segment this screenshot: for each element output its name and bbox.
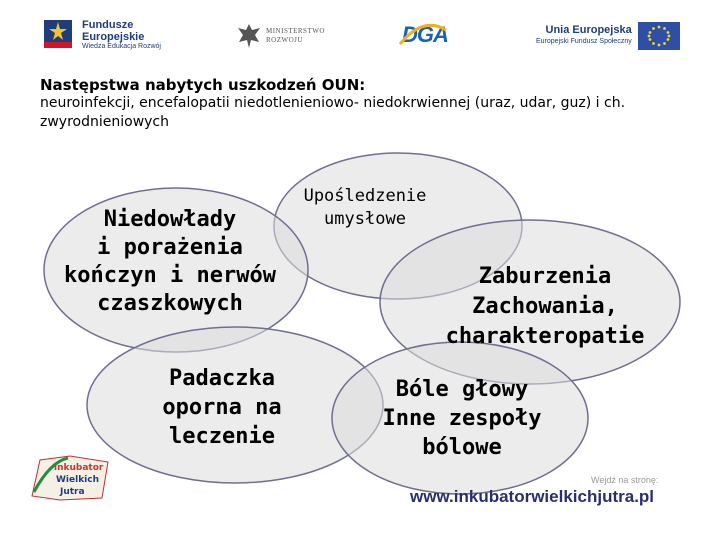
- slide-title: Następstwa nabytych uszkodzeń OUN:: [40, 76, 366, 94]
- fe-title-1: Fundusze: [82, 18, 134, 31]
- label-line: umysłowe: [324, 209, 406, 229]
- label-line: Zachowania,: [472, 294, 618, 319]
- slide-subtitle: neuroinfekcji, encefalopatii niedotlenieniowo- niedokrwiennej (uraz, udar, guz) i ch. zwyrodnieniowych: [40, 95, 626, 130]
- footer-visit-label: Wejdź na stronę:: [591, 475, 659, 485]
- label-line: kończyn i nerwów: [64, 263, 276, 288]
- label-line: Zaburzenia: [478, 264, 612, 289]
- label-zaburzenia: [425, 262, 665, 352]
- inkubator-logo: [30, 452, 112, 502]
- fe-title-2: Europejskie: [82, 30, 145, 43]
- label-upośledzenie: [290, 185, 440, 231]
- footer-url-link[interactable]: www.inkubatorwielkichjutra.pl: [410, 487, 655, 506]
- label-padaczka: [134, 364, 310, 451]
- label-line: charakteropatie: [445, 324, 645, 349]
- label-line: Upośledzenie: [303, 186, 427, 206]
- ue-subtitle: Europejski Fundusz Społeczny: [536, 38, 632, 45]
- label-line: czaszkowych: [97, 291, 243, 316]
- label-line: leczenie: [169, 424, 275, 449]
- label-line: Inne zespoły: [382, 406, 542, 431]
- label-line: oporna na: [162, 395, 282, 420]
- label-line: bólowe: [422, 435, 502, 460]
- label-bole: [350, 375, 574, 462]
- fe-subtitle: Wiedza Edukacja Rozwój: [82, 42, 161, 50]
- ministry-line-1: MINISTERSTWO: [266, 27, 325, 35]
- inkubator-logo-text-2: Wielkich: [56, 475, 100, 485]
- label-line: Padaczka: [169, 366, 275, 391]
- inkubator-logo-text-1: inkubator: [54, 463, 104, 473]
- label-line: Niedowłady: [103, 207, 237, 232]
- ministry-line-2: ROZWOJU: [266, 36, 303, 44]
- ue-title: Unia Europejska: [545, 24, 632, 36]
- label-line: Bóle głowy: [395, 377, 529, 402]
- inkubator-logo-text-3: Jutra: [60, 487, 85, 497]
- label-niedowlady: [40, 206, 300, 318]
- dga-text: DGA: [402, 22, 448, 47]
- label-line: i porażenia: [97, 235, 243, 260]
